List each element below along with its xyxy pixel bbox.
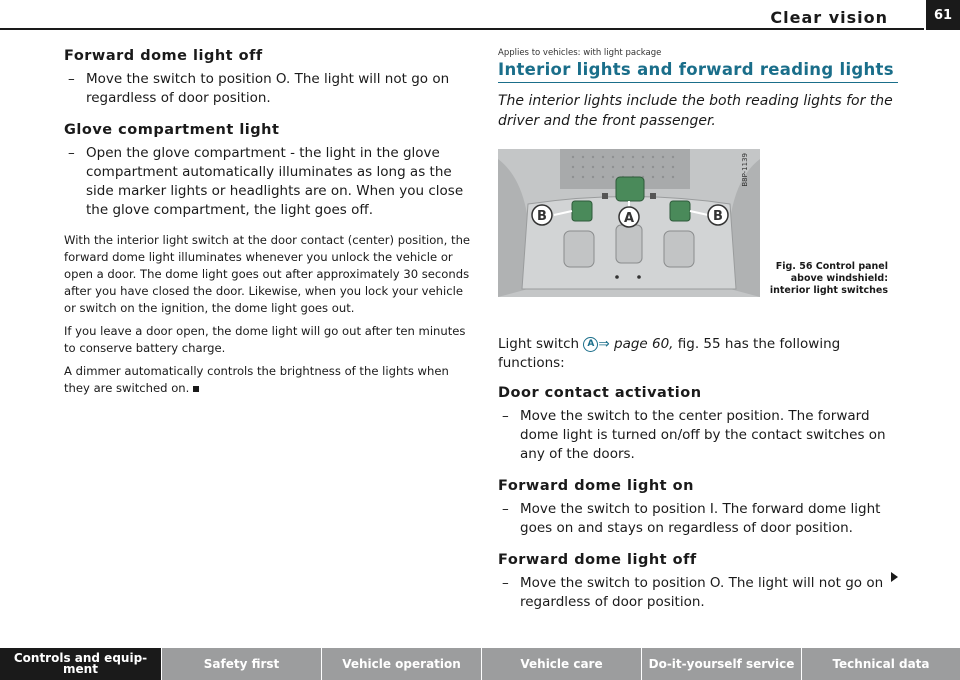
- footer-tab-vehicle-care[interactable]: Vehicle care: [482, 648, 642, 680]
- step-door-contact: [498, 407, 898, 464]
- step-glove-compartment: [64, 144, 472, 220]
- dash-bullet: –: [502, 408, 509, 424]
- control-panel-figure: [498, 149, 760, 297]
- heading-door-contact: Door contact activation: [498, 385, 702, 401]
- section-heading: Interior lights and forward reading lights: [498, 60, 898, 83]
- lead-text-b: fig. 55 has the following functions:: [498, 336, 841, 371]
- step-text: Move the switch to the center position. The forward dome light is turned on/off by the contact switches on any of the doors.: [520, 408, 886, 462]
- heading-glove-compartment: Glove compartment light: [64, 122, 280, 138]
- note-dimmer-text: A dimmer automatically controls the brightness of the lights when they are switched on.: [64, 364, 449, 395]
- step-text: Move the switch to position O. The light will not go on regardless of door position.: [520, 575, 884, 610]
- page-reference-arrow: ⇒: [598, 336, 610, 352]
- step-forward-dome-off-right: [498, 574, 898, 612]
- note-door-contact: With the interior light switch at the door contact (center) position, the forward dome light illuminates whenever you unlock the vehicle or open a door. The dome light goes out after approximately 30 seconds after you have closed the door. Likewise, when you lock your vehicle or switch on the ignition, the dome light goes out.: [64, 233, 471, 315]
- footer-tab-technical-data[interactable]: Technical data: [802, 648, 960, 680]
- intro-text: The interior lights include the both reading lights for the driver and the front passenger.: [498, 93, 893, 129]
- heading-forward-dome-off: Forward dome light off: [64, 48, 263, 64]
- end-of-section-mark: [193, 386, 199, 392]
- circled-a-icon: A: [583, 337, 598, 352]
- footer-tab-safety[interactable]: Safety first: [162, 648, 322, 680]
- footer-tab-vehicle-operation[interactable]: Vehicle operation: [322, 648, 482, 680]
- lead-text-a: Light switch: [498, 336, 580, 352]
- callout-b-right: B: [713, 209, 723, 224]
- control-panel-illustration: [498, 149, 760, 297]
- page-reference-link[interactable]: page 60,: [614, 336, 674, 352]
- section-title: Clear vision: [770, 8, 888, 27]
- note-door-open: If you leave a door open, the dome light will go out after ten minutes to conserve battery charge.: [64, 324, 466, 355]
- step-text: Move the switch to position O. The light will not go on regardless of door position.: [86, 71, 450, 106]
- step-text: Move the switch to position I. The forward dome light goes on and stays on regardless of door position.: [520, 501, 881, 536]
- heading-forward-dome-off-right: Forward dome light off: [498, 552, 697, 568]
- applies-to-vehicles: Applies to vehicles: with light package: [498, 48, 662, 58]
- dash-bullet: –: [68, 71, 75, 87]
- step-forward-dome-on: [498, 500, 898, 538]
- step-text: Open the glove compartment - the light in the glove compartment automatically illuminates as long as the side marker lights or headlights are on. When you close the glove compartment, the light goes off.: [86, 145, 464, 218]
- header-rule: [0, 28, 924, 30]
- callout-a: A: [623, 211, 635, 226]
- figure-reference-code: B8P-1139: [741, 153, 749, 187]
- dash-bullet: –: [502, 501, 509, 517]
- footer-tab-controls[interactable]: Controls and equip- ment: [0, 648, 162, 680]
- footer-tab-diy-service[interactable]: Do-it-yourself service: [642, 648, 802, 680]
- dash-bullet: –: [502, 575, 509, 591]
- page-number: 61: [926, 0, 960, 30]
- heading-forward-dome-on: Forward dome light on: [498, 478, 694, 494]
- right-column: [498, 48, 898, 620]
- dash-bullet: –: [68, 145, 75, 161]
- note-dimmer: [64, 363, 472, 397]
- continue-arrow-icon: [891, 572, 898, 582]
- callout-b-left: B: [537, 209, 547, 224]
- figure-row: [498, 149, 898, 321]
- figure-caption: Fig. 56 Control panel above windshield: interior light switches: [769, 261, 888, 296]
- footer-nav: [0, 648, 960, 680]
- left-column: [64, 48, 472, 403]
- step-forward-dome-off: [64, 70, 472, 108]
- lead-paragraph: [498, 335, 898, 373]
